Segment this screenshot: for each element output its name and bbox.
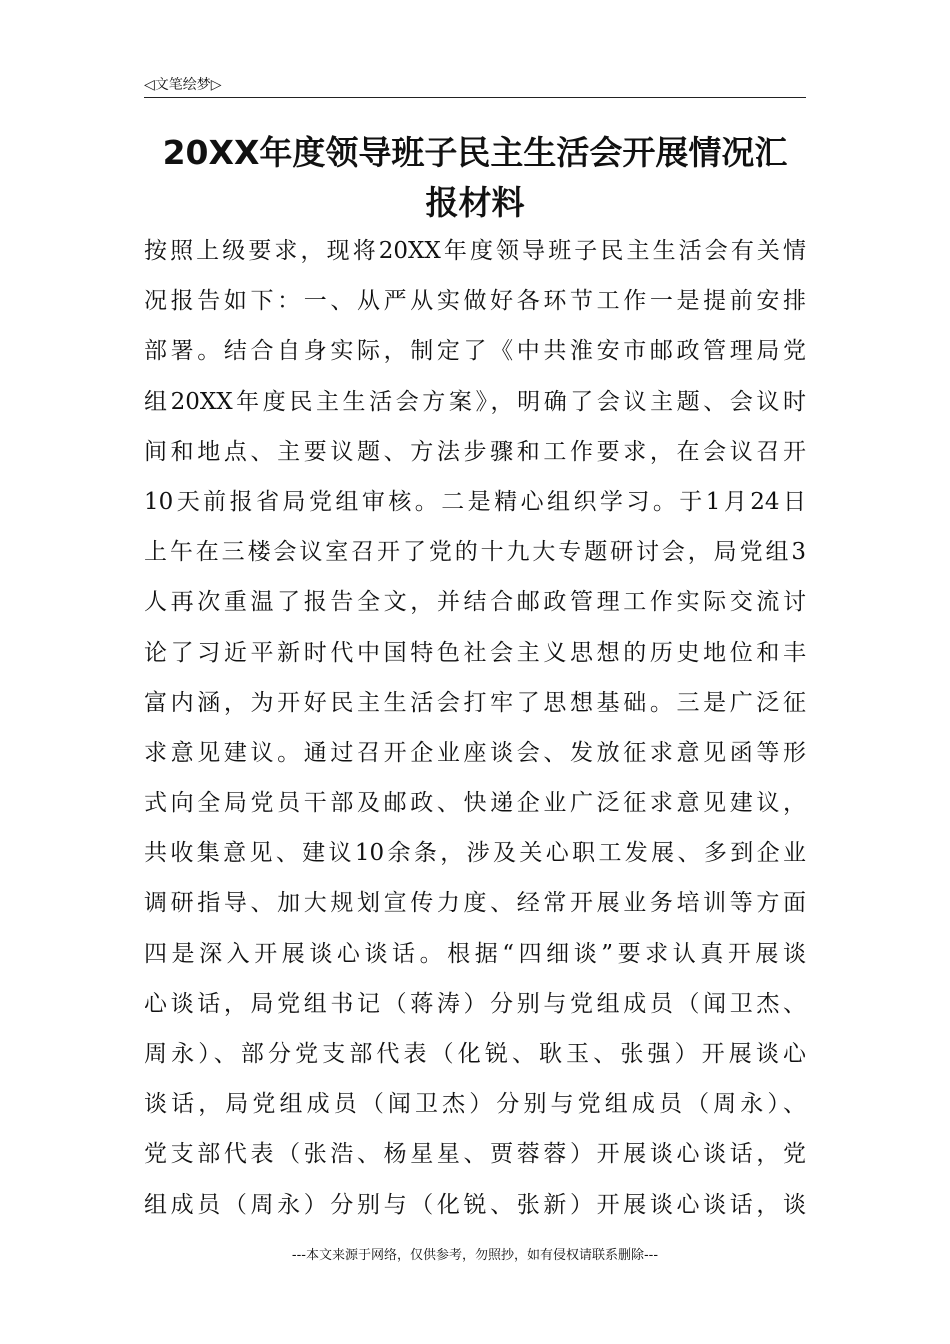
header-brand: ◁文笔绘梦▷ [144,77,222,93]
document-title [144,128,806,228]
body-line: 谈话，局党组成员（闻卫杰）分别与党组成员（周永）、 [144,1091,806,1118]
body-line: 上午在三楼会议室召开了党的十九大专题研讨会，局党组3 [144,539,806,566]
body-line: 人再次重温了报告全文，并结合邮政管理工作实际交流讨 [144,589,806,616]
body-line: 式向全局党员干部及邮政、快递企业广泛征求意见建议， [144,790,806,817]
body-line: 况报告如下：一、从严从实做好各环节工作一是提前安排 [144,288,806,315]
body-line: 富内涵，为开好民主生活会打牢了思想基础。三是广泛征 [144,689,806,716]
body-line: 共收集意见、建议10余条，涉及关心职工发展、多到企业 [144,840,806,867]
body-line: 部署。结合自身实际，制定了《中共淮安市邮政管理局党 [144,338,806,365]
title-line: 20XX年度领导班子民主生活会开展情况汇 [162,133,788,172]
body-line: 按照上级要求，现将20XX年度领导班子民主生活会有关情 [144,238,806,264]
header-divider [144,97,806,98]
body-line: 10天前报省局党组审核。二是精心组织学习。于1月24日 [144,488,806,515]
body-line: 周永）、部分党支部代表（化锐、耿玉、张强）开展谈心 [144,1041,806,1067]
body-line: 间和地点、主要议题、方法步骤和工作要求，在会议召开 [144,438,806,465]
body-text [144,226,806,1230]
body-line: 组成员（周永）分别与（化锐、张新）开展谈心谈话，谈 [144,1191,806,1218]
body-line: 论了习近平新时代中国特色社会主义思想的历史地位和丰 [144,639,806,666]
body-line: 党支部代表（张浩、杨星星、贾蓉蓉）开展谈心谈话，党 [144,1141,806,1168]
title-line: 报材料 [425,183,525,222]
body-line: 心谈话，局党组书记（蒋涛）分别与党组成员（闻卫杰、 [144,990,806,1017]
body-line: 求意见建议。通过召开企业座谈会、发放征求意见函等形 [144,739,806,766]
body-line: 四是深入开展谈心谈话。根据“四细谈”要求认真开展谈 [144,940,806,967]
body-line: 调研指导、加大规划宣传力度、经常开展业务培训等方面 [144,890,806,917]
footer-disclaimer: ---本文来源于网络，仅供参考，勿照抄，如有侵权请联系删除--- [291,1248,659,1263]
body-line: 组20XX年度民主生活会方案》，明确了会议主题、会议时 [144,388,806,415]
